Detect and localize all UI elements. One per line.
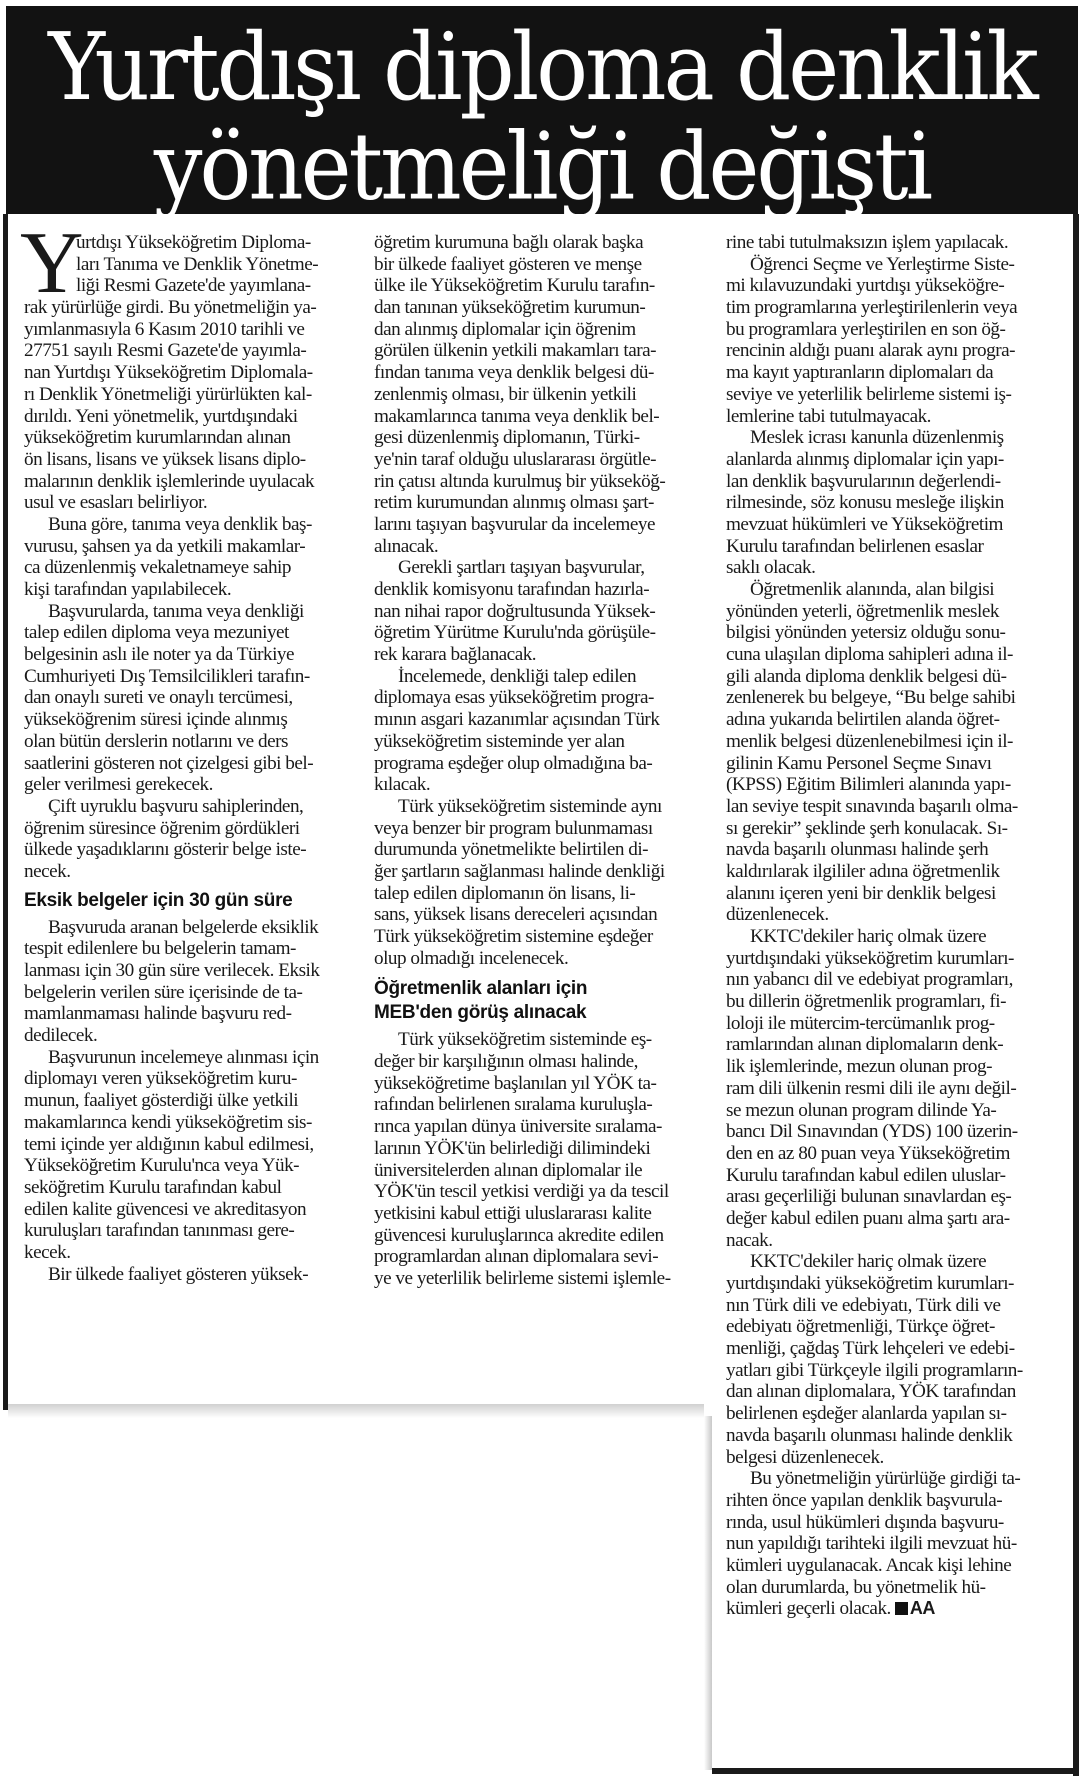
text-line: navda başarılı olunması halinde denklik [726,1424,1013,1446]
text-line: lemlerine tabi tutulmayacak. [726,405,931,427]
text-line: Buna göre, tanıma veya denklik baş- [48,513,312,535]
text-line: mamlanmaması halinde başvuru red- [24,1003,292,1025]
text-line: denklik komisyonu tarafından hazırla- [374,579,650,600]
text-line: düzenlenecek. [726,904,829,926]
text-line: gesi düzenlenmiş diplomanın, Türki- [374,427,640,449]
text-line: saklı olacak. [726,557,816,579]
text-line: edilen kalite güvencesi ve akreditasyon [24,1198,307,1220]
text-line: mevzuat hükümleri ve Yükseköğretim [726,513,1003,535]
article-frame-right [1073,214,1079,1776]
text-line: öğrenim süresince öğrenim gördükleri [24,817,300,839]
column-2-body-continued [374,1029,694,1289]
text-line: KKTC'dekiler hariç olmak üzere [750,926,987,947]
text-line: rınca yapılan dünya üniversite sıralama- [374,1116,662,1138]
text-line: bu programlara yerleştirilen en son öğ- [726,318,1006,340]
text-line: kişi tarafından yapılabilecek. [24,579,232,600]
text-line: programa eşdeğer olup olmadığına ba- [374,752,653,774]
text-line: arası geçerliliği bulunan sınavlardan eş- [726,1186,1012,1208]
text-line: yükseköğretim kurumlarından alınan [24,427,291,449]
text-line: Bir ülkede faaliyet gösteren yüksek- [48,1263,309,1285]
text-line: üniversitelerden alınan diplomalar ile [374,1159,643,1181]
text-line: alınacak. [374,535,439,557]
text-line: nan nihai rapor doğrultusunda Yüksek- [374,600,656,622]
text-line: mi kılavuzundaki yurtdışı yükseköğre- [726,275,1005,297]
text-line: öğretim kurumuna bağlı olarak başka [374,232,644,253]
text-line: seviye ve yeterlilik belirleme sistemi iş- [726,383,1012,405]
text-line: menliği, çağdaş Türk lehçeleri ve edebi- [726,1338,1015,1360]
text-line: adına yukarıda belirtilen alanda öğret- [726,709,1000,731]
text-line: rin çatısı altında kurulmuş bir yükseköğ- [374,470,666,492]
text-line: Türk yükseköğretim sisteminde aynı [398,795,662,817]
text-line: gili alanda diploma denklik belgesi dü- [726,665,1007,687]
text-line: liği Resmi Gazete'de yayımlana- [76,275,311,297]
text-line: Türk yükseköğretim sisteminde eş- [398,1029,652,1051]
text-line: ye'nin taraf olduğu uluslararası örgütle- [374,448,657,470]
text-line: retim kurumundan alınmış olması şart- [374,492,654,514]
text-line: belirlenen eşdeğer alanlarda yapılan sı- [726,1403,1007,1425]
text-line: olan bütün derslerin notlarını ve ders [24,730,288,752]
text-line: olan durumlarda, bu yönetmelik hü- [726,1576,986,1598]
text-line: Gerekli şartları taşıyan başvurular, [398,557,645,579]
text-line: den en az 80 puan veya Yükseköğretim [726,1142,1010,1164]
text-line: Meslek icrası kanunla düzenlenmiş [750,427,1004,449]
text-line: talep edilen diplomanın ön lisans, li- [374,882,636,904]
text-line: dan onaylı sureti ve onaylı tercümesi, [24,687,293,709]
text-line: olup olmadığı incelenecek. [374,947,569,969]
text-line: ram dili ülkenin resmi dili ile aynı değil- [726,1077,1017,1099]
text-line: Bu yönetmeliğin yürürlüğe girdiği ta- [750,1468,1021,1490]
text-line: sı gerekir” şeklinde şerh konulacak. Sı- [726,817,1008,839]
text-line: değer bir karşılığının olması halinde, [374,1051,638,1073]
text-line: belgesi düzenlenecek. [726,1446,884,1468]
text-line: ları Tanıma ve Denklik Yönetme- [76,253,319,275]
text-line: öğretim Yürütme Kurulu'nda görüşüle- [374,622,656,644]
text-line: programlardan alınan diplomalara sevi- [374,1246,659,1268]
text-line: navda başarılı olunması halinde şerh [726,839,989,861]
text-line: kümleri uygulanacak. Ancak kişi lehine [726,1554,1012,1576]
text-line: dan tanınan yükseköğretim kurumun- [374,297,646,319]
text-line: YÖK'ün tescil yetkisi verdiği ya da tescil [374,1181,669,1203]
text-line: diplomaya esas yükseköğretim progra- [374,687,654,709]
text-line: İncelemede, denkliği talep edilen [398,665,637,687]
text-line: görülen ülkenin yetkili makamları tara- [374,340,657,362]
text-line: edebiyatı öğretmenliği, Türkçe öğret- [726,1316,995,1338]
text-line: (KPSS) Eğitim Bilimleri alanında yapı- [726,774,1011,796]
text-line: Cumhuriyeti Dış Temsilcilikleri tarafın- [24,665,310,687]
article-frame-left [3,214,8,1410]
text-line: bu dillerin öğretmenlik programları, fi- [726,991,1006,1013]
text-line: lanması için 30 gün süre verilecek. Eksik [24,960,320,981]
text-line: rihten önce yapılan denklik başvurula- [726,1489,1003,1511]
text-line: Başvurunun incelemeye alınması için [48,1046,319,1068]
text-line: seköğretim Kurulu tarafından kabul [24,1176,282,1198]
text-line: dırıldı. Yeni yönetmelik, yurtdışındaki [24,405,298,427]
column-3-body [726,232,1056,1598]
text-line: Öğrenci Seçme ve Yerleştirme Siste- [750,253,1015,275]
text-line: ca düzenlenmiş vekaletnameye sahip [24,557,291,579]
article-column-2 [374,232,694,1290]
text-line: makamlarınca kendi yükseköğretim sis- [24,1111,312,1133]
text-line: ön lisans, lisans ve yüksek lisans diplo- [24,448,306,470]
text-line: se mezun olunan program dilinde Ya- [726,1099,997,1121]
text-line: talep edilen diploma veya mezuniyet [24,622,289,644]
text-line: malarının denklik işlemlerinde uyulacak [24,470,315,492]
text-line: kuruluşları tarafından tanınması gere- [24,1220,295,1242]
text-line: cuna ulaşılan diploma sahipleri adına il- [726,644,1013,666]
text-line: Kurulu tarafından belirlenen esaslar [726,535,984,557]
subheading-missing-documents: Eksik belgeler için 30 gün süre [24,889,293,911]
text-line: mının asgari kazanımlar açısından Türk [374,709,660,731]
text-line: nan Yurtdışı Yükseköğretim Diplomala- [24,362,313,384]
text-line: ülkede yaşadıklarını gösterir belge iste- [24,839,307,861]
text-line: rafından belirlenen sıralama kuruluşla- [374,1094,653,1116]
text-line: temi içinde yer aldığının kabul edilmesi, [24,1133,314,1155]
text-line: ramlarından alınan diplomaların denk- [726,1034,1004,1056]
text-line: dan alınmış diplomalar için öğrenim [374,318,636,340]
text-line: belgelerin verilen süre içerisinde de ta- [24,981,303,1003]
text-line: vurusu, şahsen ya da yetkili makamlar- [24,535,306,557]
text-line: lik işlemlerinde, mezun olunan prog- [726,1056,993,1078]
text-line: kecek. [24,1241,71,1263]
text-line: yurtdışındaki yükseköğretim kurumları- [726,1273,1014,1294]
text-line: dedilecek. [24,1025,98,1047]
text-line: ye ve yeterlilik belirleme sistemi işlemle- [374,1267,671,1289]
text-line: menlik belgesi düzenlenebilmesi için il- [726,730,1013,752]
text-line: dan alınan diplomalara, YÖK tarafından [726,1381,1016,1403]
text-line: loloji ile mütercim-tercümanlık prog- [726,1012,995,1034]
column-1-body [24,297,344,883]
text-line: tim programlarına yerleştirilenlerin veya [726,297,1018,319]
text-line: saatlerini gösteren not çizelgesi gibi bel- [24,752,314,774]
text-line: nun yapıldığı tarihteki ilgili mevzuat hü- [726,1533,1017,1555]
news-agency-credit: AA [909,1598,935,1619]
headline [6,13,1078,222]
text-line: belgesinin aslı ile noter ya da Türkiye [24,644,295,666]
text-line: 27751 sayılı Resmi Gazete'de yayımla- [24,340,307,362]
text-line: güvencesi kuruluşlarınca akredite edilen [374,1224,664,1246]
text-line: yımlanmasıyla 6 Kasım 2010 tarihli ve [24,318,305,340]
text-line: değer kabul edilen puanı alma şartı ara- [726,1207,1010,1229]
text-line: urtdışı Yükseköğretim Diploma- [76,232,311,253]
text-line: bancı Dil Sınavından (YDS) 100 üzerin- [726,1121,1018,1143]
text-line: Çift uyruklu başvuru sahiplerinden, [48,795,304,817]
text-line: yurtdışındaki yükseköğretim kurumları- [726,947,1014,969]
text-line: makamlarınca tanıma veya denklik bel- [374,405,660,427]
text-line: Türk yükseköğretim sistemine eşdeğer [374,926,653,947]
text-line: sans, yüksek lisans dereceleri açısından [374,904,658,926]
text-line: yetkisini kabul ettiği uluslararası kalite [374,1202,652,1224]
text-line: ğer şartların sağlanması halinde denkliği [374,860,665,882]
text-line: rilmesinde, söz konusu mesleğe ilişkin [726,492,1004,514]
text-line: rencinin aldığı puanı alarak aynı progra- [726,340,1016,362]
text-line: necek. [24,860,71,882]
text-line: diplomayı veren yükseköğretim kuru- [24,1068,297,1090]
text-line: Öğretmenlik alanında, alan bilgisi [750,579,995,600]
column-shadow-bottom [8,1404,704,1418]
text-line: lan denklik başvurularının değerlendi- [726,470,1001,492]
text-line: rı Denklik Yönetmeliği yürürlükten kal- [24,383,312,405]
text-line: veya benzer bir program bulunmaması [374,817,653,839]
text-line: nın Türk dili ve edebiyatı, Türk dili ve [726,1294,1001,1316]
text-line: Başvuruda aranan belgelerde eksiklik [48,916,319,938]
text-line: rine tabi tutulmaksızın işlem yapılacak. [726,232,1009,253]
text-line: nın yabancı dil ve edebiyat programları, [726,969,1013,991]
subheading-line: MEB'den görüş alınacak [374,1002,587,1024]
text-line: Kurulu tarafından kabul edilen uluslar- [726,1164,1006,1186]
text-line: fından tanıma veya denklik belgesi dü- [374,362,654,384]
text-line: kılacak. [374,774,431,796]
text-line: Yükseköğretim Kurulu'nca veya Yük- [24,1155,300,1177]
article-column-1 [20,215,344,1285]
text-line: ülke ile Yükseköğretim Kurulu tarafın- [374,275,655,297]
text-line: alanlarda alınmış diplomalar için yapı- [726,448,1004,470]
text-line: rında, usul hükümleri dışında başvuru- [726,1511,1004,1533]
text-line: Başvurularda, tanıma veya denkliği [48,600,304,622]
article-frame-bottom [712,1768,1079,1774]
headline-line-1: Yurtdışı diploma denklik [48,13,1036,122]
text-line: zenlenerek bu belgeye, “Bu belge sahibi [726,687,1016,709]
text-line: bir ülkede faaliyet gösteren ve menşe [374,253,642,275]
column-shadow-left [704,1416,712,1770]
final-text: kümleri geçerli olacak. [726,1598,891,1620]
text-line: rak yürürlüğe girdi. Bu yönetmeliğin ya- [24,297,317,319]
text-line: alanını içeren yeni bir denklik belgesi [726,882,996,904]
text-line: lan seviye tespit sınavında başarılı olma- [726,795,1018,817]
text-line: tespit edilenlere bu belgelerin tamam- [24,938,296,960]
text-line: yönünden yeterli, öğretmenlik meslek [726,600,999,622]
text-line: munun, faaliyet gösterdiği ülke yetkili [24,1090,299,1112]
text-line: zenlenmiş olması, bir ülkenin yetkili [374,383,637,405]
text-line: usul ve esasları belirliyor. [24,492,208,514]
column-1-body-continued [24,917,344,1286]
subheading-line: Öğretmenlik alanları için [374,978,588,1000]
text-line: yükseköğretim sisteminde yer alan [374,730,625,752]
text-line: gilinin Kamu Personel Seçme Sınavı [726,752,992,774]
final-line [726,1598,1056,1620]
text-line: bilgisi yönünden yetersiz olduğu sonu- [726,622,1006,644]
text-line: nacak. [726,1229,773,1251]
article-column-3 [726,232,1056,1620]
drop-cap: Y [20,215,84,312]
headline-line-2: yönetmeliği değişti [153,113,931,222]
column-2-body [374,232,694,969]
text-line: rek karara bağlanacak. [374,644,537,666]
text-line: KKTC'dekiler hariç olmak üzere [750,1251,987,1273]
text-line: yatları gibi Türkçeyle ilgili programların- [726,1359,1023,1381]
text-line: larını taşıyan başvurular da incelemeye [374,513,655,535]
text-line: yükseköğrenim süresi içinde alınmış [24,709,288,731]
subheading-teaching-fields [374,977,694,1025]
end-square-icon [895,1602,908,1615]
headline-banner [6,6,1078,222]
text-line: kaldırılarak ilgililer adına öğretmenlik [726,860,1000,882]
text-line: geler verilmesi gerekecek. [24,774,213,796]
text-line: larının YÖK'ün belirlediği dilimindeki [374,1137,651,1159]
text-line: ma kayıt yaptıranların diplomaları da [726,362,994,384]
text-line: durumunda yönetmelikte belirtilen di- [374,839,649,861]
text-line: yükseköğretime başlanılan yıl YÖK ta- [374,1072,657,1094]
